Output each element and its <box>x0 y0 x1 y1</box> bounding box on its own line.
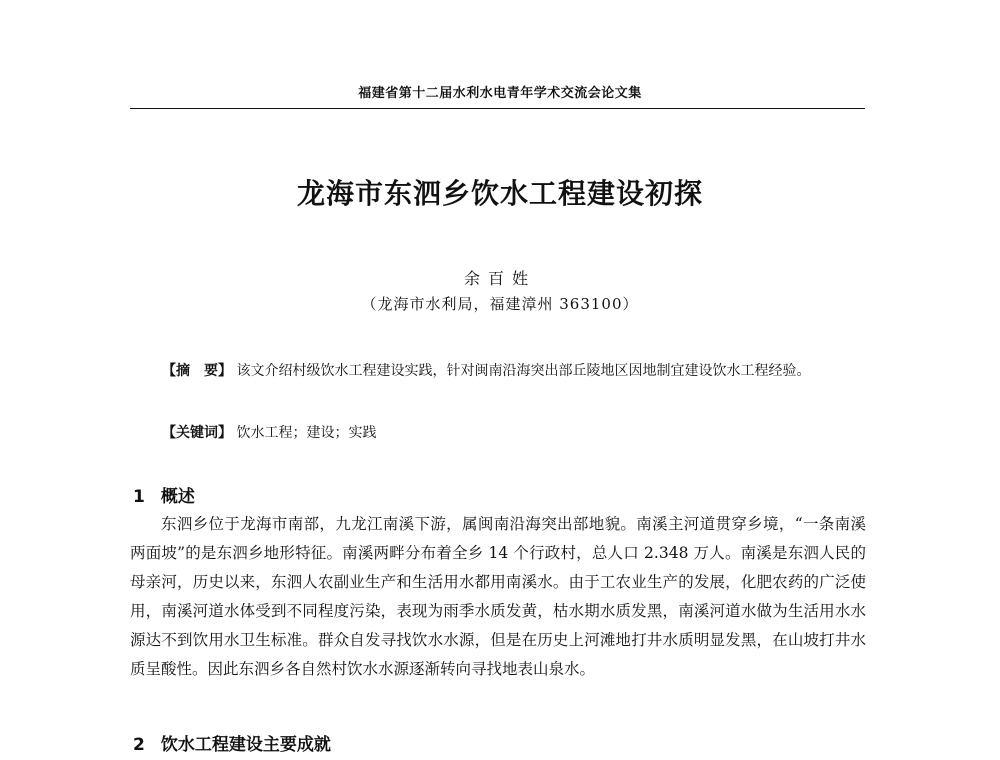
keywords-text: 饮水工程；建设；实践 <box>236 425 377 441</box>
abstract-label: 【摘 要】 <box>162 363 232 379</box>
paper-title: 龙海市东泗乡饮水工程建设初探 <box>296 177 703 210</box>
abstract-text: 该文介绍村级饮水工程建设实践，针对闽南沿海突出部丘陵地区因地制宜建设饮水工程经验。 <box>236 363 811 379</box>
author-name: 余百姓 <box>463 269 536 288</box>
section-number: 2 <box>133 735 145 755</box>
section-heading-1 <box>133 482 195 507</box>
header-rule <box>130 108 865 109</box>
section-body-1: 东泗乡位于龙海市南部，九龙江南溪下游，属闽南沿海突出部地貌。南溪主河道贯穿乡境，“一条南溪两面坡”的是东泗乡地形特征。南溪两畔分布着全乡 14 个行政村，总人口 2.348 万人。南溪是东泗人民的母亲河，历史以来，东泗人农副业生产和生活用水都用南溪水。由于工农业生产的发展，化肥农药的广泛使用，南溪河道水体受到不同程度污染，表现为雨季水质发黄，枯水期水质发黑，南溪河道水做为生活用水水源达不到饮用水卫生标准。群众自发寻找饮水水源，但是在历史上河滩地打井水质明显发黑，在山坡打井水质呈酸性。因此东泗乡各自然村饮水水源逐渐转向寻找地表山泉水。 <box>130 515 866 678</box>
keywords-label: 【关键词】 <box>162 425 232 441</box>
section-heading-2 <box>133 730 331 755</box>
abstract <box>162 356 862 387</box>
author-affiliation: （龙海市水利局，福建漳州 363100） <box>361 295 639 313</box>
keywords <box>162 422 862 442</box>
running-header: 福建省第十二届水利水电青年学术交流会论文集 <box>358 86 642 101</box>
section-title: 饮水工程建设主要成就 <box>160 735 331 755</box>
section-number: 1 <box>133 487 145 507</box>
section-title: 概述 <box>160 487 195 507</box>
